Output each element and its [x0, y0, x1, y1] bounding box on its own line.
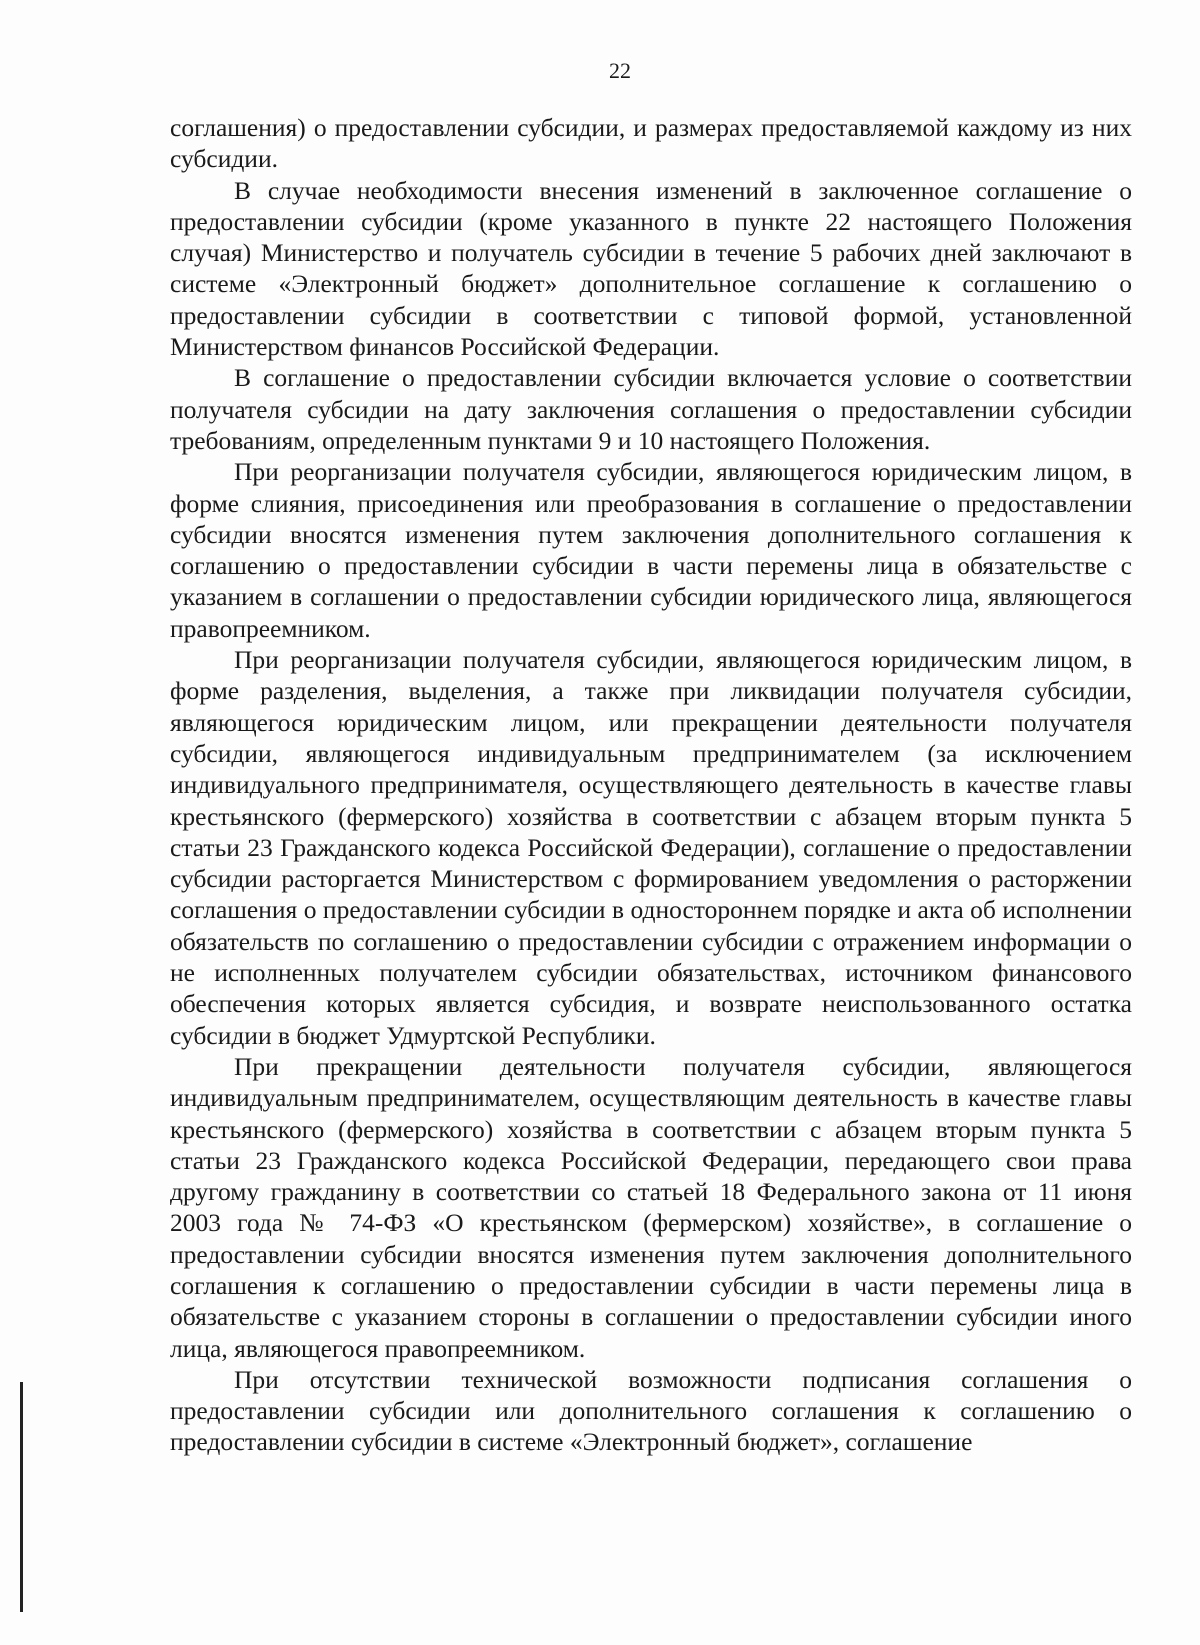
body-text: [170, 112, 1132, 1458]
paragraph-reorganization-merger: При реорганизации получателя субсидии, являющегося юридическим лицом, в форме слияния, присоединения или преобразования в соглашение о предоставлении субсидии вносятся изменения путем заключения дополнительного соглашения к соглашению о предоставлении субсидии в части перемены лица в обязательстве с указанием в соглашении о предоставлении субсидии юридического лица, являющегося правопреемником.: [170, 457, 1132, 643]
paragraph-reorganization-division: При реорганизации получателя субсидии, являющегося юридическим лицом, в форме разделения, выделения, а также при ликвидации получателя субсидии, являющегося юридическим лицом, или прекращении деятельности получателя субсидии, являющегося индивидуальным предпринимателем (за исключением индивидуального предпринимателя, осуществляющего деятельность в качестве главы крестьянского (фермерского) хозяйства в соответствии с абзацем вторым пункта 5 статьи 23 Гражданского кодекса Российской Федерации), соглашение о предоставлении субсидии расторгается Министерством с формированием уведомления о расторжении соглашения о предоставлении субсидии в одностороннем порядке и акта об исполнении обязательств по соглашению о предоставлении субсидии с отражением информации о не исполненных получателем субсидии обязательствах, источником финансового обеспечения которых является субсидия, и возврате неиспользованного остатка субсидии в бюджет Удмуртской Республики.: [170, 645, 1132, 1050]
paragraph-farm-termination: При прекращении деятельности получателя субсидии, являющегося индивидуальным предпринимателем, осуществляющим деятельность в качестве главы крестьянского (фермерского) хозяйства в соответствии с абзацем вторым пункта 5 статьи 23 Гражданского кодекса Российской Федерации, передающего свои права другому гражданину в соответствии со статьей 18 Федерального закона от 11 июня 2003 года № 74-ФЗ «О крестьянском (фермерском) хозяйстве», в соглашение о предоставлении субсидии вносятся изменения путем заключения дополнительного соглашения к соглашению о предоставлении субсидии в части перемены лица в обязательстве с указанием стороны в соглашении о предоставлении субсидии иного лица, являющегося правопреемником.: [170, 1051, 1132, 1363]
paragraph-compliance-condition: В соглашение о предоставлении субсидии включается условие о соответствии получателя субсидии на дату заключения соглашения о предоставлении субсидии требованиям, определенным пунктами 9 и 10 настоящего Положения.: [170, 363, 1132, 455]
paragraph-continuation: соглашения) о предоставлении субсидии, и размерах предоставляемой каждому из них субсидии.: [170, 113, 1132, 174]
scan-edge-line: [20, 1382, 23, 1612]
page-number: 22: [609, 58, 631, 83]
paragraph-amendments: В случае необходимости внесения изменений в заключенное соглашение о предоставлении субсидии (кроме указанного в пункте 22 настоящего Положения случая) Министерство и получатель субсидии в течение 5 рабочих дней заключают в системе «Электронный бюджет» дополнительное соглашение к соглашению о предоставлении субсидии в соответствии с типовой формой, установленной Министерством финансов Российской Федерации.: [170, 175, 1132, 362]
paragraph-no-technical-possibility: При отсутствии технической возможности подписания соглашения о предоставлении субсидии или дополнительного соглашения к соглашению о предоставлении субсидии в системе «Электронный бюджет», соглашение: [170, 1364, 1132, 1457]
